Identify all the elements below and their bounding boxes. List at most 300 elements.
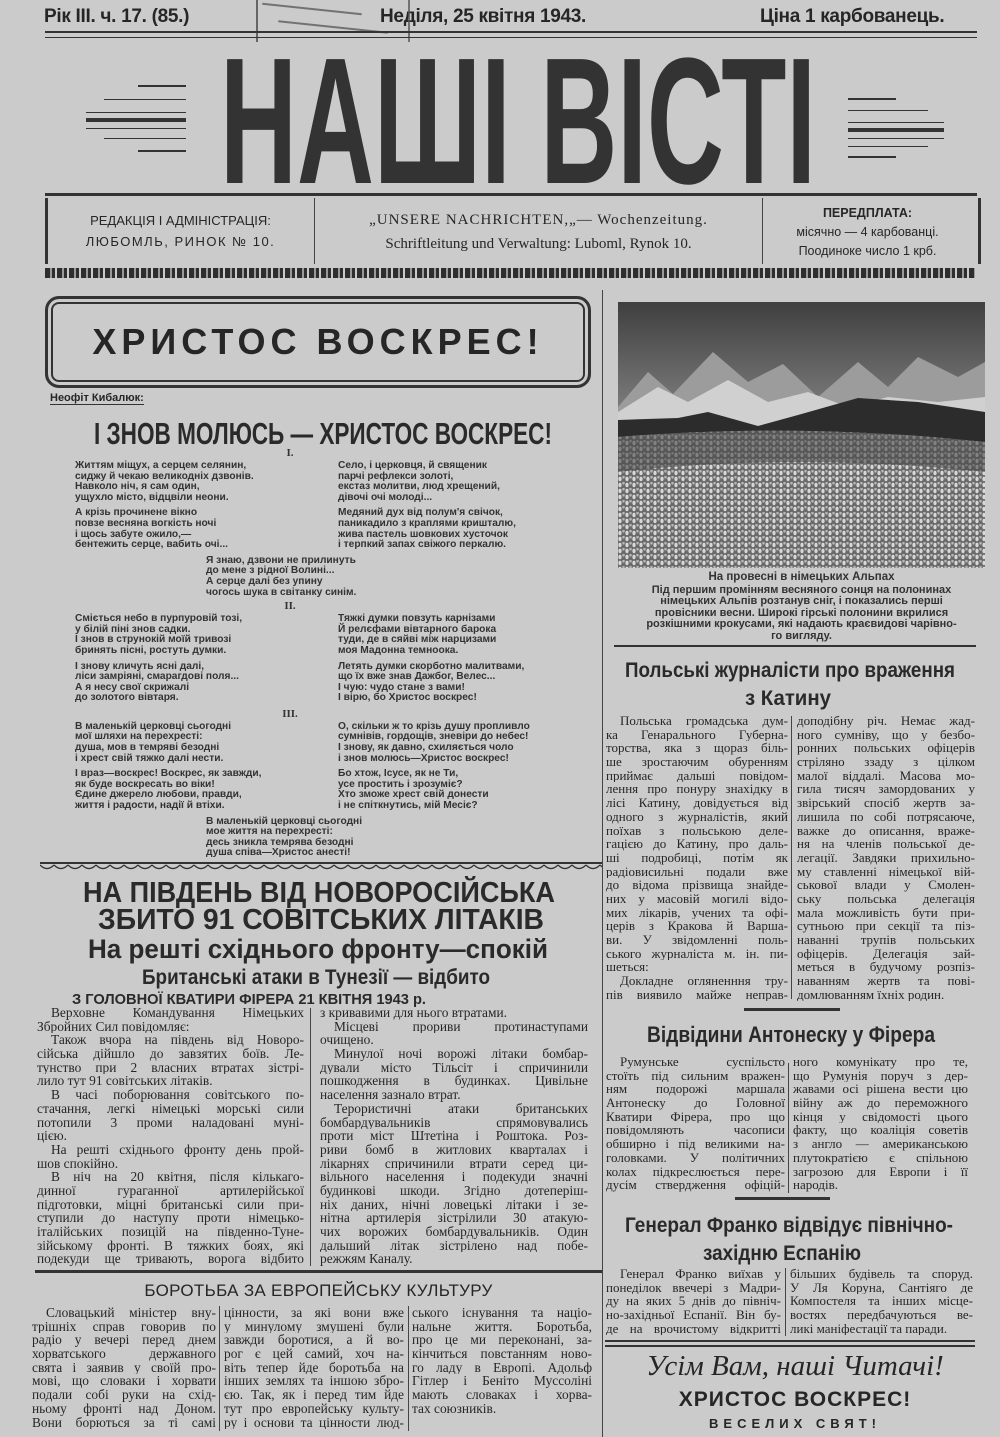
wavy-rule [40,864,602,872]
text-line: звірський спосіб жертв за- [797,796,975,810]
photo-caption [618,572,985,643]
text-line: важке до описання, враже- [797,823,975,838]
text-line: подекуди ще тривають, ворога відбито [37,1252,304,1267]
easter-banner [45,296,591,388]
text-line: Терористичні атаки британських [334,1101,588,1116]
text-line: Компостеля та інших місце- [790,1294,973,1309]
poem-section-numeral: III. [282,707,298,720]
text-line: кінця у свідомості цього [793,1109,968,1124]
masthead-title: НАШІ ВІСТІ [220,40,816,190]
text-line: На решті східнього фронту день прой- [51,1142,304,1157]
poem-line: мое життя на перехресті: [206,826,333,838]
text-line: обширно і під великими на- [606,1137,785,1151]
text-line: сійська дійшло до завзятих боїв. Ле- [37,1047,304,1061]
text-line: ви. У звідомленні поль- [606,933,788,947]
text-line: приймає дальші повідом- [606,768,788,783]
poem-line: парчі рефлекси золоті, [338,470,454,482]
column-divider [408,1306,409,1431]
antonescu-column [606,1055,785,1192]
text-line: сутньою при секції та піз- [797,919,975,933]
publication-info-box [45,198,981,264]
text-line: ського існування та націо- [412,1306,592,1320]
paragraph [320,1102,588,1266]
poem-line: моя Мадонна темноока. [338,644,459,656]
text-line: церів з Кракова й Варша- [606,919,788,933]
text-line: дусім ствердження офіцій- [606,1178,785,1192]
poem-title-wrap [80,412,570,448]
text-line: до відома прізвища знайде- [606,878,788,892]
poem-line: і терпкий запах свіжого перкалю. [338,539,506,551]
text-line: ші подробиці, потім як [606,850,788,865]
photo-caption-title: На провесні в німецьких Альпах [708,571,895,583]
text-line: лення про понуру знахідку в [606,782,788,797]
text-line: В часі поборювання совітського по- [51,1088,304,1102]
text-line: італійських позицій на південно-Туне- [37,1225,304,1239]
poem-line: Я знаю, дзвони не прилинуть [206,554,356,566]
editorial-label: РЕДАКЦІЯ І АДМІНІСТРАЦІЯ: [90,213,271,228]
text-line: нітна артилерія зістрілили 30 атакую- [320,1211,588,1225]
text-line: ка Генарального Губерна- [606,727,788,742]
photo-caption-line: німецьких Альпів розтанув сніг, і показались перші [660,595,943,608]
text-line: що Румунія поруч з дер- [793,1068,968,1083]
text-line: мові, що словаки і хорвати [32,1374,216,1389]
text-line: меться в будучому розпіз- [797,960,975,975]
poem-line: І вірю, бо Христос воскрес! [338,692,477,704]
news-column [37,1006,304,1266]
poem-line: усе простить і зрозуміє? [338,778,463,790]
text-line: динної гураганної артилерійської [37,1183,304,1198]
text-line: офіцерів. Делегація зай- [797,946,975,961]
header-rule [45,31,977,33]
poem-stanza [75,662,338,704]
poem-line: І чую: чудо стане з вами! [338,681,465,693]
paragraph [224,1306,404,1429]
poem-line: І знов в струнокій моїй тривозі [75,634,232,646]
poem-line: сиджу й чекаю великодніх дзвонів. [75,470,254,482]
photo-caption-line: провісники весни. Широкі гірські полонини вкрилися [654,606,949,619]
text-line: одного з журналістів, який [606,809,788,824]
subscription-label: ПЕРЕДПЛАТА: [822,206,913,220]
katyn-column [797,714,975,1001]
column-divider [788,1063,789,1193]
text-line: мала можливість бути при- [797,905,975,920]
poem-line: чогось шука в світанку синім. [206,586,357,598]
text-line: пошкодження в будинках. Цивільне [320,1074,588,1089]
poem-line: ущухло місто, відцвіли неони. [75,491,229,503]
paragraph [37,1088,304,1143]
poem-line: як буде воскресать во віки! [75,778,215,790]
culture-column [224,1306,404,1429]
text-line: підготовки, міцні британські сили при- [37,1197,304,1212]
poem-line: Летять думки скорботно малитвами, [338,660,525,672]
katyn-headline-line: Польські журналісти про враження [625,659,955,682]
text-line: бомбардувальників спрямовувались [320,1115,588,1130]
antonescu-column [793,1055,968,1192]
text-line: ня на членів польської де- [797,837,975,851]
poem-stanza [338,461,598,503]
franco-column [606,1267,781,1335]
franco-headline-block [605,1206,985,1266]
text-line: цією. [37,1129,67,1143]
poem-section-numeral: I. [286,447,294,459]
poem-stanza [75,722,338,764]
text-line: тунство при 2 власних втратах зістрі- [37,1060,304,1075]
text-line: но-західньої Еспанії. Він бу- [606,1308,781,1322]
poem-line: Життям міщух, а серцем селянин, [75,460,247,471]
text-line: віть тепер йде боротьба на [224,1360,404,1375]
text-line: війну аж до переможного [793,1096,968,1110]
text-line: В ніч на 20 квітня, після кількаго- [51,1170,304,1184]
text-line: Румунське суспільсто [620,1055,785,1069]
section-rule [614,645,976,647]
poem-stanza-row [40,722,600,817]
text-line: цінности, за які вони вже [224,1306,404,1320]
editorial-office [48,198,313,264]
text-line: трішніх справ говорив по [32,1319,216,1334]
poem-line: душа, мов в темряві безодні [75,742,220,754]
text-line: ду на яких 5 днів до північ- [606,1294,781,1309]
text-line: риви бомб в житлових кварталах і [320,1142,588,1157]
subscription-monthly: місячно — 4 карбованці. [796,225,939,239]
news-headline-block [40,872,600,1008]
text-line: плутократією є спільною [793,1150,968,1165]
poem-line: повзе весняна вогкість ночі [75,517,217,529]
text-line: Гітлер і Беніто Муссоліні [412,1374,592,1389]
poem-line: А серце далі без упину [206,575,323,587]
poem-line: В маленькій церковці сьогодні [75,720,232,732]
alps-photo [618,302,985,568]
text-line: ронних польських офіцерів [797,741,975,756]
text-line: Словацький міністер вну- [46,1306,216,1320]
text-line: ньому фронті над Доном. [32,1401,216,1416]
poem-center-stanza [206,817,600,859]
greeting-easter: ХРИСТОС ВОСКРЕС! [678,1388,912,1411]
poem-line: Село, і церковця, й священик [338,460,487,471]
photo-caption-line: го вигляду. [771,629,832,642]
poem-line: Тяжкі думки повзуть карнізами [338,613,496,625]
poem-line: Єдине джерело любови, правди, [75,789,242,801]
text-line: шеться: [606,960,649,975]
poem-line: Хто зможе хрест свій донести [338,789,489,801]
text-line: факту, що коаліція советів [793,1123,968,1138]
poem-stanza [338,508,598,550]
text-line: народів. [793,1178,838,1192]
text-line: проти міст Штетіна і Роштока. Роз- [320,1129,588,1143]
text-line: доподібну річ. Немає жад- [797,714,975,728]
poem-line: і не спіткнутись, мій Месіє? [338,800,478,812]
katyn-headline-line: з Катину [745,687,832,710]
poem-title: І ЗНОВ МОЛЮСЬ — ХРИСТОС ВОСКРЕС! [94,416,552,448]
franco-headline-line: Генерал Франко відвідує північно- [625,1214,954,1237]
poem-stanza [75,769,338,811]
poem-stanza-row [40,614,600,709]
news-subhead-secondary: Британські атаки в Тунезії — відбито [142,966,490,989]
culture-column [412,1306,592,1416]
text-line: єю. Так, як і перед тим йде [224,1388,404,1402]
news-column [320,1006,588,1266]
poem-line: і щось забуте ожило,— [75,528,192,540]
text-line: ше зростаючим обуренням [606,755,788,769]
paragraph [32,1306,216,1429]
text-line: шов спокійно. [37,1156,119,1171]
text-line: про це ми переконані, за- [412,1333,592,1348]
poem-line: у білій піні знов садки. [75,623,191,635]
poem-line: В маленькій церковці сьогодні [206,815,363,827]
news-subhead: На решті східнього фронту—спокій [88,934,548,964]
poem-line: до золотого вівтаря. [75,692,179,704]
poem-line: бентежить серце, вабить очі... [75,539,228,551]
text-line: мих лікарів, учених та офі- [606,905,788,920]
paragraph [606,1055,785,1192]
double-rule [605,1340,975,1342]
subscription-single: Поодиноке число 1 крб. [798,244,937,258]
text-line: чих ворожих бомбардувальників. Один [320,1225,588,1239]
katyn-column [606,714,788,1001]
subscription-block [763,198,972,264]
poem-stanza [338,722,598,764]
text-line: Також вчора на південь від Новоро- [51,1033,304,1048]
poem-line: до мене з рідної Волині... [206,565,335,577]
poem-line: Бо хтож, Ісусе, як не Ти, [338,768,459,780]
poem-line: Сміється небо в пурпуровій тозі, [75,613,243,625]
text-line: лікарнях спричинили втрати серед ци- [320,1156,588,1171]
text-line: радіовисильні подали вже [606,864,788,879]
poem-author: Неофіт Кибалюк: [50,392,144,404]
text-line: торства, яка з щораз біль- [606,741,788,756]
poem-right-column [338,614,598,709]
poem-line: екстаз молитви, люд хрещений, [338,481,500,493]
text-line: лісі Катину, довідується від [606,796,788,810]
poem-line: сумнівів, гордощів, зневіри до небес! [338,731,529,743]
franco-column [790,1267,973,1335]
text-line: малої віддалі. Масова мо- [797,768,975,783]
text-line: го ладу в Европі. Адольф [412,1360,592,1375]
paragraph [320,1047,588,1102]
text-line: наванням жертв та пові- [797,974,975,988]
text-line: наванні трупів польських [797,933,975,947]
poem-line: Й релєфами вівтарного барока [338,623,497,635]
text-line: поїхав з польською деле- [606,823,788,838]
poem-right-column [338,722,598,817]
paragraph [606,1267,781,1335]
news-headline-line: НА ПІВДЕНЬ ВІД НОВОРОСІЙСЬКА [83,877,589,909]
text-line: гила тисяч замордованих у [797,782,975,797]
text-line: Польська громадська дум- [620,714,788,728]
text-line: вільного населення і подекуди значні [320,1170,588,1184]
text-line: повідомляють часописи [606,1123,785,1138]
poem-right-column [338,461,598,556]
text-line: понеділок ввечері з Мадри- [606,1280,781,1295]
poem-line: Медяний дух від полум'я свічок, [338,507,503,519]
text-line: гацією до Катину, про даль- [606,837,788,851]
poem-stanza-row [40,461,600,556]
text-line: дальший літак зістрілено над побе- [320,1238,588,1253]
masthead-rule [45,193,977,196]
text-line: пів виявило майже неправ- [606,987,788,1002]
short-rule [744,1008,840,1011]
poem-left-column [75,722,338,817]
poem-line: і хрест свій тяжко далі нести. [75,752,224,764]
column-divider [791,716,792,999]
text-line: ликі маніфестації та паради. [790,1321,948,1336]
text-line: де на врочистому відкритті [606,1321,781,1336]
poem-line: І знову кличуть ясні далі, [75,660,205,672]
text-line: кінчиться повстанням ново- [412,1347,592,1361]
antonescu-headline-wrap [605,1016,985,1050]
paragraph [37,1143,304,1170]
text-line: Антонеску до Головної [606,1096,785,1110]
ornamental-border [45,268,975,278]
text-line: інших землях та іншою збро- [224,1374,404,1389]
text-line: зійському фронті. В тяжких боях, які [37,1238,304,1253]
poem-line: І знову, як давно, схиляється чоло [338,742,514,754]
poem-line: десь зникла темрява безодні [206,836,354,848]
text-line: головками. У політичних [606,1150,785,1165]
german-title: „UNSERE NACHRICHTEN,„— Wochenzeitung. [369,212,708,228]
german-title-block [315,198,762,264]
poem-stanza [75,508,338,550]
poem-line: Навколо ніч, я сам один, [75,481,200,493]
header-rule [45,37,977,38]
text-line: Генерал Франко виїхав у [620,1267,781,1281]
text-line: нальне життя. Боротьба, [412,1319,592,1334]
text-line: лишила по собі потрясаюче, [797,809,975,824]
poem-stanza [75,614,338,656]
text-line: з кривавими для нього втратами. [320,1006,507,1020]
paragraph [320,1020,588,1047]
text-line: загрозою для Европи і її [793,1164,968,1179]
text-line: населення зазнало втрат. [320,1088,461,1102]
poem-line: і знов молюсь—Христос воскрес! [338,752,509,764]
photo-caption-line: Під першим промінням весняного сонця на полонинах [651,583,952,596]
greeting-holidays: ВЕСЕЛИХ СВЯТ! [709,1416,881,1431]
text-line: ного комунікату про те, [793,1055,968,1069]
text-line: Місцеві прориви протинаступами [334,1019,588,1034]
text-line: ступили до наступу проти німецько- [37,1211,304,1225]
katyn-headline-block [605,652,985,712]
poem-line: бринять пісні, ростуть думки. [75,644,227,656]
poem-body [40,448,600,862]
text-line: ського журналіста м. ін. пи- [606,946,788,961]
issue-number: Рік III. ч. 17. (85.) [44,6,190,27]
text-line: з англо — американською [793,1137,968,1151]
text-line: ськової влади у Смолен- [797,878,975,892]
text-line: Минулої ночі ворожі літаки бомбар- [334,1047,588,1061]
text-line: домлюванням їхніх родин. [797,987,945,1002]
archive-stamp [256,0,410,42]
paragraph [606,974,788,1001]
text-line: Докладне огляненння тру- [620,974,788,988]
poem-line: туди, де в сяйві між нарцизами [338,634,497,646]
text-line: стачання, легкі німецькі морські сили [37,1101,304,1116]
poem-center-stanza [206,556,600,598]
issue-date: Неділя, 25 квітня 1943. [380,6,587,27]
text-line: Вони борються за ті самі [32,1415,216,1430]
text-line: Кватири Фірера, про що [606,1109,785,1124]
paragraph [37,1170,304,1266]
column-divider [602,290,603,1437]
easter-banner-text: ХРИСТОС ВОСКРЕС! [92,321,544,362]
poem-line: А крізь прочинене вікно [75,507,198,519]
text-line: ру і основи та цінности люд- [224,1415,404,1430]
photo-caption-line: розкішними крокусами, які надають краєвидові чарівно- [646,618,957,631]
section-rule [35,1270,602,1273]
poem-left-column [75,614,338,709]
news-dateline: З ГОЛОВНОЇ КВАТИРИ ФІРЕРА 21 КВІТНЯ 1943 р. [72,991,426,1008]
franco-headline-line: західню Еспанію [703,1242,862,1265]
text-line: дували місто Тільсіт і спричинили [320,1060,588,1075]
poem-line: А я несу свої скрижалі [75,681,190,693]
text-line: тут про европейську культу- [224,1401,404,1416]
text-line: свята і заявив у своїй про- [32,1360,216,1375]
text-line: рог є цей самий, хоч на- [224,1347,404,1361]
poem-stanza [75,461,338,503]
text-line: ням подорожі маршала [606,1082,785,1097]
poem-section-numeral: II. [284,600,296,613]
greeting-readers: Усім Вам, наші Читачі! [646,1350,944,1382]
text-line: режжям Каналу. [320,1252,413,1267]
poem-stanza [338,769,598,811]
poem-line: ліси замріяні, смарагдові поля... [75,671,239,683]
text-line: мають словаках і хорва- [412,1388,592,1402]
text-line: лило тут 91 совітських літаків. [37,1074,213,1089]
poem-line: що їх вже знав Дажбог, Велес... [338,671,496,683]
text-line: потопили 3 проми наладовані муні- [37,1115,304,1130]
poem-line: І враз—воскрес! Воскрес, як завжди, [75,768,262,780]
antonescu-headline: Відвідини Антонеску у Фірера [647,1022,936,1047]
german-address: Schriftleitung und Verwaltung: Luboml, Rynok 10. [385,236,692,252]
text-line: хорватського державного [32,1347,216,1361]
text-line: легації. Завдяки прихильно- [797,850,975,865]
text-line: у минулому змушені були [224,1319,404,1334]
paragraph [37,1033,304,1088]
text-line: У Ля Коруна, Сантіяго де [790,1280,973,1295]
poem-line: душа співа—Христос анесті! [206,847,351,859]
poem-stanza [338,614,598,656]
short-rule [735,1197,830,1200]
text-line: стріляно ззаду з цілком [797,755,975,769]
poem-line: мої шляхи на перехресті: [75,731,203,743]
poem-left-column [75,461,338,556]
text-line: завжди боротися, а й во- [224,1333,404,1348]
culture-headline: БОРОТЬБА ЗА ЕВРОПЕЙСЬКУ КУЛЬТУРУ [144,1281,493,1300]
paragraph [790,1267,973,1335]
poem-line: життя і радости, надії й втіхи. [75,800,225,812]
text-line: му ставленні німецької вій- [797,864,975,879]
editorial-address: ЛЮБОМЛЬ, РИНОК № 10. [85,234,276,249]
text-line: подали собі руки на схід- [32,1388,216,1402]
news-headline-line: ЗБИТО 91 СОВІТСЬКИХ ЛІТАКІВ [98,904,544,936]
masthead [210,40,830,190]
text-line: ніх даних, нічні ловецькі літаки і зе- [320,1197,588,1212]
issue-price: Ціна 1 карбованець. [760,6,945,27]
column-divider [785,1268,786,1336]
double-rule [605,1345,975,1347]
poem-line: О, скільки ж то крізь душу пропливло [338,720,530,732]
text-line: жавами осі рішена вести цю [793,1082,968,1097]
paragraph [37,1006,304,1033]
poem-line: дівочі очі молоді... [338,491,433,503]
text-line: ську польська делегація [797,891,975,906]
paragraph [797,714,975,1001]
text-line: тах союзників. [412,1401,497,1416]
poem-line: жива пастель шовкових хусточок [338,528,508,540]
poem-stanza [338,662,598,704]
culture-column [32,1306,216,1429]
text-line: Збройних Сил повідомляє: [37,1019,190,1034]
text-line: будинкові шкоди. Згідно дотеперіш- [320,1183,588,1198]
text-line: них у масовій могилі відо- [606,891,788,906]
